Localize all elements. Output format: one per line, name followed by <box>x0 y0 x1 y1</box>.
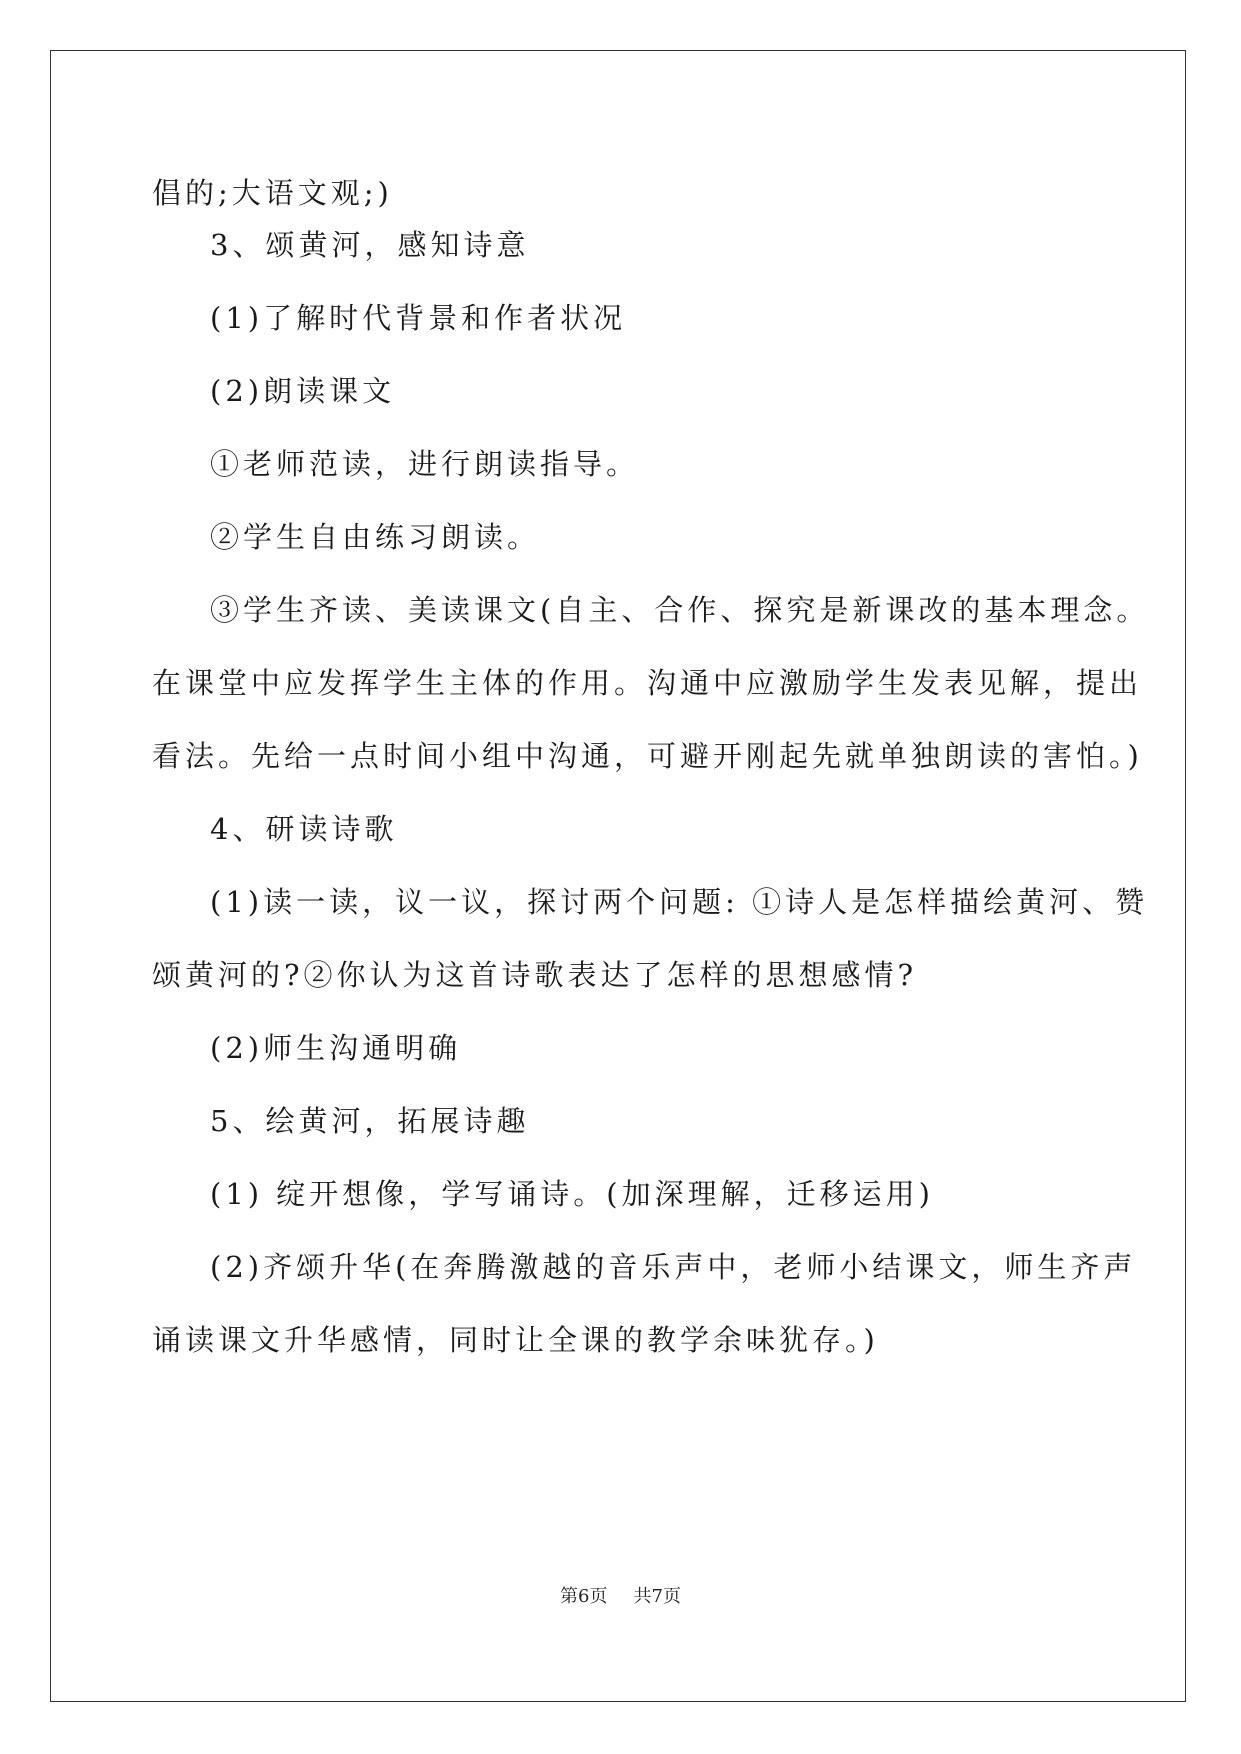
paragraph-line: 颂黄河的?②你认为这首诗歌表达了怎样的思想感情? <box>152 958 918 992</box>
paragraph-line: 看法。先给一点时间小组中沟通，可避开刚起先就单独朗读的害怕。) <box>152 739 1143 773</box>
paragraph-line: (1)了解时代背景和作者状况 <box>210 301 627 335</box>
paragraph-line: (2)朗读课文 <box>210 374 396 408</box>
paragraph-line: ①老师范读，进行朗读指导。 <box>210 447 640 481</box>
paragraph-line: ②学生自由练习朗读。 <box>210 520 541 554</box>
paragraph-line: (1)读一读，议一议，探讨两个问题: ①诗人是怎样描绘黄河、赞 <box>210 885 1149 919</box>
paragraph-line: 诵读课文升华感情，同时让全课的教学余味犹存。) <box>152 1323 879 1357</box>
paragraph-line: (2)师生沟通明确 <box>210 1031 462 1065</box>
paragraph-line: ③学生齐读、美读课文(自主、合作、探究是新课改的基本理念。 <box>210 593 1150 627</box>
paragraph-line: 倡的;大语文观;) <box>152 176 393 210</box>
page-footer <box>0 1582 1241 1608</box>
section-heading: 5、绘黄河，拓展诗趣 <box>210 1104 530 1138</box>
page-total: 共7页 <box>633 1586 681 1607</box>
paragraph-line: (2)齐颂升华(在奔腾激越的音乐声中，老师小结课文，师生齐声 <box>210 1250 1137 1284</box>
paragraph-line: (1) 绽开想像，学写诵诗。(加深理解，迁移运用) <box>210 1177 934 1211</box>
page-number: 第6页 <box>560 1586 608 1607</box>
section-heading: 4、研读诗歌 <box>210 812 398 846</box>
paragraph-line: 在课堂中应发挥学生主体的作用。沟通中应激励学生发表见解，提出 <box>152 666 1143 700</box>
section-heading: 3、颂黄河，感知诗意 <box>210 228 530 262</box>
